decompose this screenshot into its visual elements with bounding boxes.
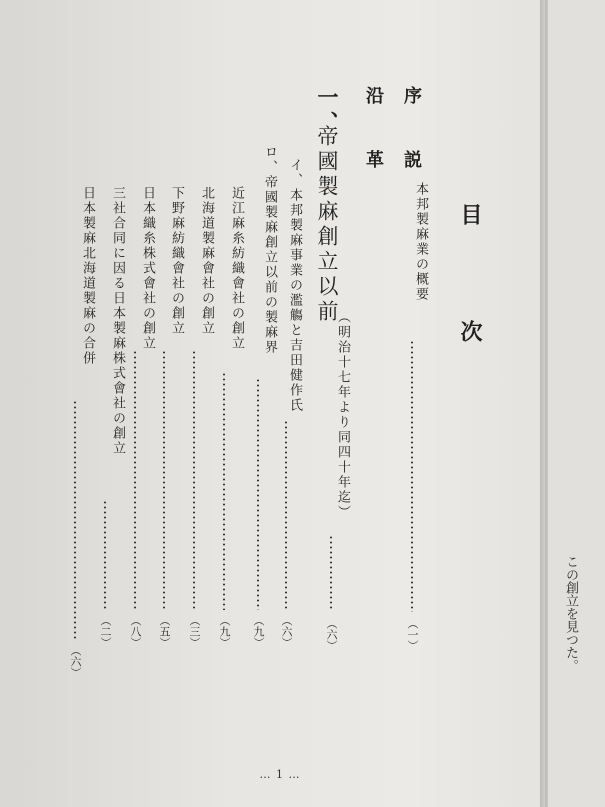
section1-period: （明治十七年より同四十年迄） <box>335 310 350 520</box>
entry-7-page: （二） <box>99 615 112 648</box>
entry-6-leader <box>134 350 136 610</box>
entry-6-page: （八） <box>129 615 142 648</box>
entry-8-title: 日本製麻北海道製麻の合併 <box>80 186 95 366</box>
adjacent-page-text: この創立を見つた。 <box>563 555 578 672</box>
entry-6-title: 日本織糸株式會社の創立 <box>140 186 155 351</box>
preface-label: 序 説 <box>401 86 422 182</box>
entry-3-title: 近江麻糸紡織會社の創立 <box>229 186 244 351</box>
entry-5-title: 下野麻紡織會社の創立 <box>169 186 184 336</box>
toc-heading-ji: 次 <box>457 320 483 346</box>
entry-5-page: （五） <box>158 615 171 648</box>
entry-8-page: （六） <box>69 645 82 678</box>
entry-4-page: （三） <box>188 615 201 648</box>
entry-1-page: （六） <box>280 615 293 648</box>
entry-8-leader <box>74 400 76 640</box>
history-label: 沿 革 <box>363 86 384 182</box>
preface-text: 本邦製麻業の概要 <box>413 182 428 302</box>
entry-2-page: （九） <box>252 615 265 648</box>
entry-7-title: 三社合同に因る日本製麻株式會社の創立 <box>110 186 125 456</box>
entry-1-title: イ、本邦製麻事業の濫觴と吉田健作氏 <box>287 158 302 413</box>
entry-1-leader <box>285 420 287 610</box>
section1-leader <box>330 535 332 610</box>
page-number: … 1 … <box>259 768 301 781</box>
entry-5-leader <box>163 350 165 610</box>
section1-page: （六） <box>325 618 338 651</box>
entry-4-title: 北海道製麻會社の創立 <box>199 186 214 336</box>
entry-4-leader <box>193 350 195 610</box>
toc-heading-mu: 目 <box>457 203 483 229</box>
preface-leader <box>411 340 413 612</box>
adjacent-page <box>548 0 605 807</box>
entry-2-leader <box>257 378 259 610</box>
entry-3-page: （九） <box>218 615 231 648</box>
entry-2-title: ロ、帝國製麻創立以前の製麻界 <box>262 145 277 355</box>
entry-3-leader <box>223 372 225 610</box>
entry-7-leader <box>104 500 106 610</box>
preface-page: （一） <box>406 618 419 651</box>
section1-title: 帝國製麻創立以前 <box>315 125 339 325</box>
section1-label: 一、 <box>315 86 340 136</box>
